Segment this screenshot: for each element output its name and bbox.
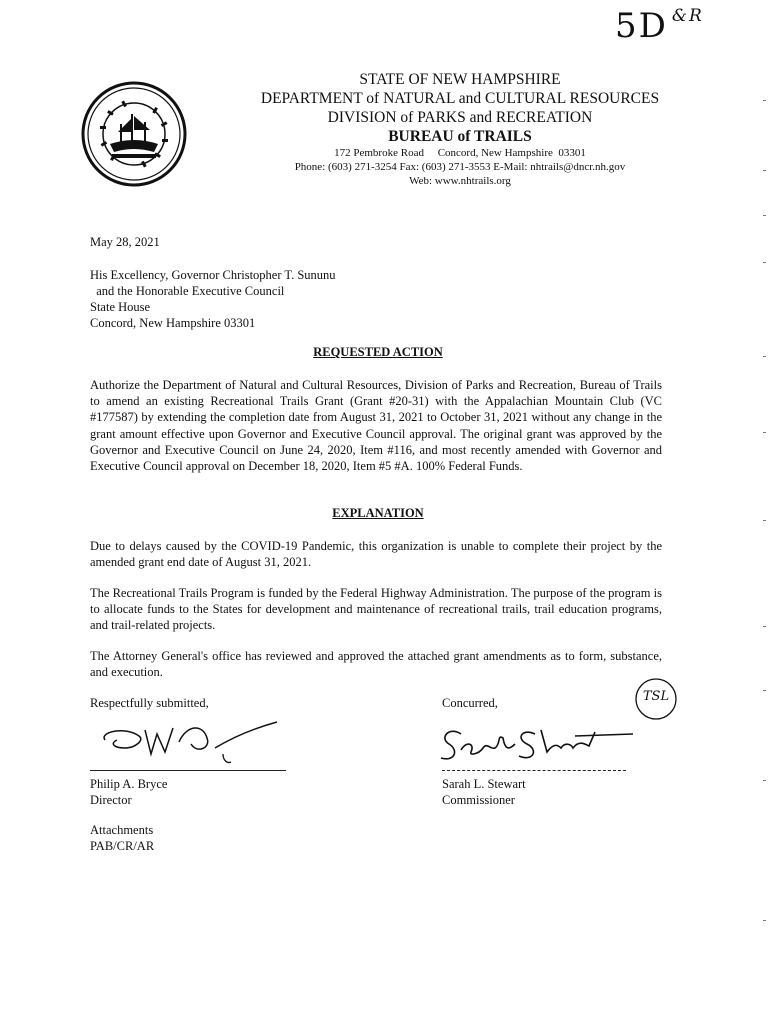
- scan-mark: [763, 432, 766, 433]
- footer-block: [90, 822, 154, 854]
- explanation-heading: EXPLANATION: [332, 506, 424, 520]
- scan-mark: [763, 920, 766, 921]
- requested-action-text: Authorize the Department of Natural and Cultural Resources, Division of Parks and Recreation, Bureau of Trails to amend an existing Recreational Trails Grant (Grant #20-31) with the Appalachian Mountain Club (VC #177587) by extending the completion date from August 31, 2021 to October 31, 2021 without any change in the grant amount effective upon Governor and Executive Council approval. The original grant was approved by the Governor and Executive Council on June 24, 2020, Item #116, and most recently amended with Governor and Executive Council approval on December 18, 2020, Item #5 #A. 100% Federal Funds.: [90, 378, 662, 474]
- recipient-line: His Excellency, Governor Christopher T. Sununu: [90, 268, 336, 282]
- footer-line: Attachments: [90, 823, 154, 837]
- letterhead: [200, 70, 720, 188]
- recipient-line: State House: [90, 300, 151, 314]
- recipient-line: Concord, New Hampshire 03301: [90, 316, 256, 330]
- recipient-line: and the Honorable Executive Council: [90, 284, 285, 298]
- letterhead-department: DEPARTMENT of NATURAL and CULTURAL RESOURCES: [260, 90, 660, 107]
- handwritten-number: 5D: [615, 6, 668, 46]
- explanation-paragraph: Due to delays caused by the COVID-19 Pandemic, this organization is unable to complete their project by the amended grant end date of August 31, 2021.: [90, 539, 662, 570]
- letter-date: May 28, 2021: [90, 235, 160, 249]
- letterhead-address: 172 Pembroke Road Concord, New Hampshire 03301: [334, 147, 586, 159]
- letterhead-contact: Phone: (603) 271-3254 Fax: (603) 271-3553 E-Mail: nhtrails@dncr.nh.gov: [294, 161, 626, 173]
- director-name-block: [90, 776, 167, 808]
- commissioner-title: Commissioner: [442, 793, 515, 807]
- stamp-text: TSL: [642, 689, 670, 704]
- concurred-label: Concurred,: [442, 696, 498, 710]
- explanation-paragraph: The Attorney General's office has reviewed and approved the attached grant amendments as to form, substance, and execution.: [90, 649, 662, 680]
- scan-mark: [763, 262, 766, 263]
- scan-mark: [763, 780, 766, 781]
- initials-stamp: [633, 676, 679, 722]
- signature-line: [90, 770, 286, 771]
- letterhead-bureau: BUREAU of TRAILS: [388, 128, 532, 145]
- handwritten-initials: &R: [671, 6, 704, 26]
- requested-action-heading: REQUESTED ACTION: [313, 345, 443, 359]
- handwritten-item-note: [615, 6, 704, 46]
- commissioner-name: Sarah L. Stewart: [442, 777, 526, 791]
- scan-mark: [763, 100, 766, 101]
- footer-line: PAB/CR/AR: [90, 839, 155, 853]
- recipient-address: [90, 267, 336, 331]
- state-seal-icon: [80, 80, 188, 188]
- commissioner-name-block: [442, 776, 526, 808]
- signature-line: [442, 770, 626, 771]
- scan-mark: [763, 215, 766, 216]
- director-name: Philip A. Bryce: [90, 777, 168, 791]
- letterhead-division: DIVISION of PARKS and RECREATION: [327, 109, 593, 126]
- explanation-paragraph: The Recreational Trails Program is funded by the Federal Highway Administration. The purpose of the program is to allocate funds to the States for development and maintenance of recreational trails, trail education programs, and trail-related projects.: [90, 586, 662, 633]
- director-signature: [95, 714, 285, 766]
- director-title: Director: [90, 793, 132, 807]
- scan-mark: [763, 690, 766, 691]
- letterhead-state: STATE OF NEW HAMPSHIRE: [359, 71, 561, 88]
- submitted-label: Respectfully submitted,: [90, 696, 209, 710]
- letterhead-web: Web: www.nhtrails.org: [409, 175, 511, 187]
- commissioner-signature: [435, 714, 635, 770]
- scan-mark: [763, 520, 766, 521]
- scan-mark: [763, 170, 766, 171]
- scan-mark: [763, 626, 766, 627]
- scan-mark: [763, 356, 766, 357]
